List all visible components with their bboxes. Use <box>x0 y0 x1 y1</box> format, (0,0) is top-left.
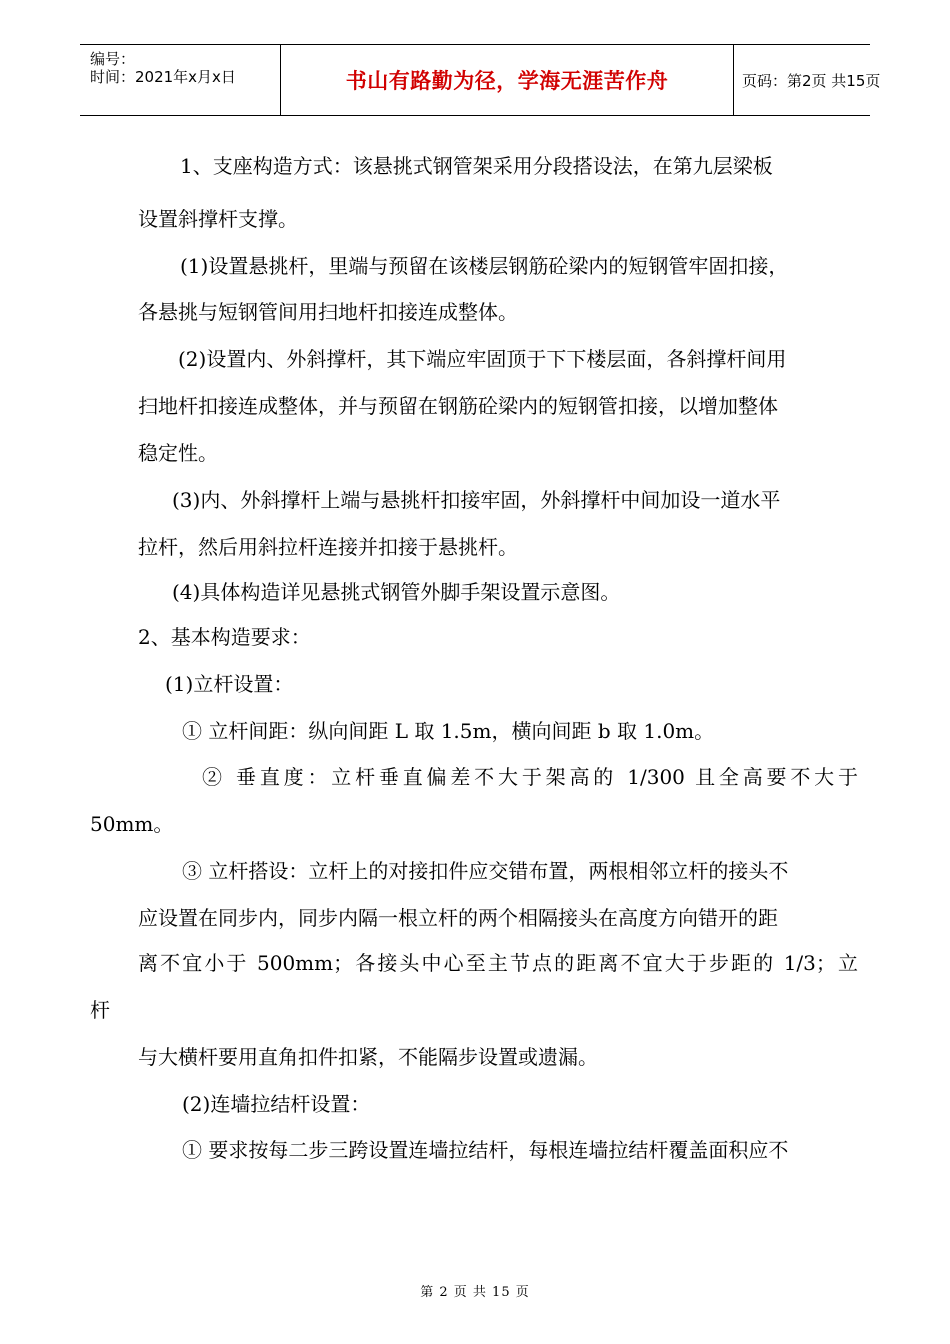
text-line: 50mm。 <box>90 812 174 836</box>
text-line: ③ 立杆搭设：立杆上的对接扣件应交错布置，两根相邻立杆的接头不 <box>182 859 789 883</box>
text-line: 设置斜撑杆支撑。 <box>138 207 298 231</box>
text-line: 拉杆，然后用斜拉杆连接并扣接于悬挑杆。 <box>138 535 518 559</box>
text-line: ② 垂直度：立杆垂直偏差不大于架高的 1/300 且全高要不大于 <box>202 765 858 789</box>
header-motto: 书山有路勤为径，学海无涯苦作舟 <box>345 68 669 93</box>
text-line: 扫地杆扣接连成整体，并与预留在钢筋砼梁内的短钢管扣接，以增加整体 <box>138 394 778 418</box>
document-time: 时间：2021年x月x日 <box>90 68 236 86</box>
header-meta <box>80 45 280 115</box>
text-line: 1、支座构造方式：该悬挑式钢管架采用分段搭设法，在第九层梁板 <box>180 154 773 178</box>
text-line: 与大横杆要用直角扣件扣紧，不能隔步设置或遗漏。 <box>138 1045 598 1069</box>
text-line: ① 立杆间距：纵向间距 L 取 1.5m，横向间距 b 取 1.0m。 <box>182 719 715 743</box>
document-number: 编号： <box>90 50 136 68</box>
text-line: (1)设置悬挑杆，里端与预留在该楼层钢筋砼梁内的短钢管牢固扣接， <box>180 254 789 278</box>
text-line: 杆 <box>90 998 110 1022</box>
text-line: 离不宜小于 500mm；各接头中心至主节点的距离不宜大于步距的 1/3；立 <box>138 951 858 975</box>
text-line: 应设置在同步内，同步内隔一根立杆的两个相隔接头在高度方向错开的距 <box>138 906 778 930</box>
header-page-info: 页码：第2页 共15页 <box>742 71 881 90</box>
text-line: (4)具体构造详见悬挑式钢管外脚手架设置示意图。 <box>172 580 621 604</box>
section-heading: 2、基本构造要求： <box>138 625 311 649</box>
text-line: 稳定性。 <box>138 441 218 465</box>
text-line: ① 要求按每二步三跨设置连墙拉结杆，每根连墙拉结杆覆盖面积应不 <box>182 1138 789 1162</box>
subsection-heading: (2)连墙拉结杆设置： <box>182 1092 371 1116</box>
text-line: 各悬挑与短钢管间用扫地杆扣接连成整体。 <box>138 300 518 324</box>
text-line: (3)内、外斜撑杆上端与悬挑杆扣接牢固，外斜撑杆中间加设一道水平 <box>172 488 781 512</box>
subsection-heading: (1)立杆设置： <box>165 672 294 696</box>
page-header <box>80 44 881 116</box>
page-footer: 第 2 页 共 15 页 <box>420 1285 530 1300</box>
text-line: (2)设置内、外斜撑杆，其下端应牢固顶于下下楼层面，各斜撑杆间用 <box>178 347 787 371</box>
